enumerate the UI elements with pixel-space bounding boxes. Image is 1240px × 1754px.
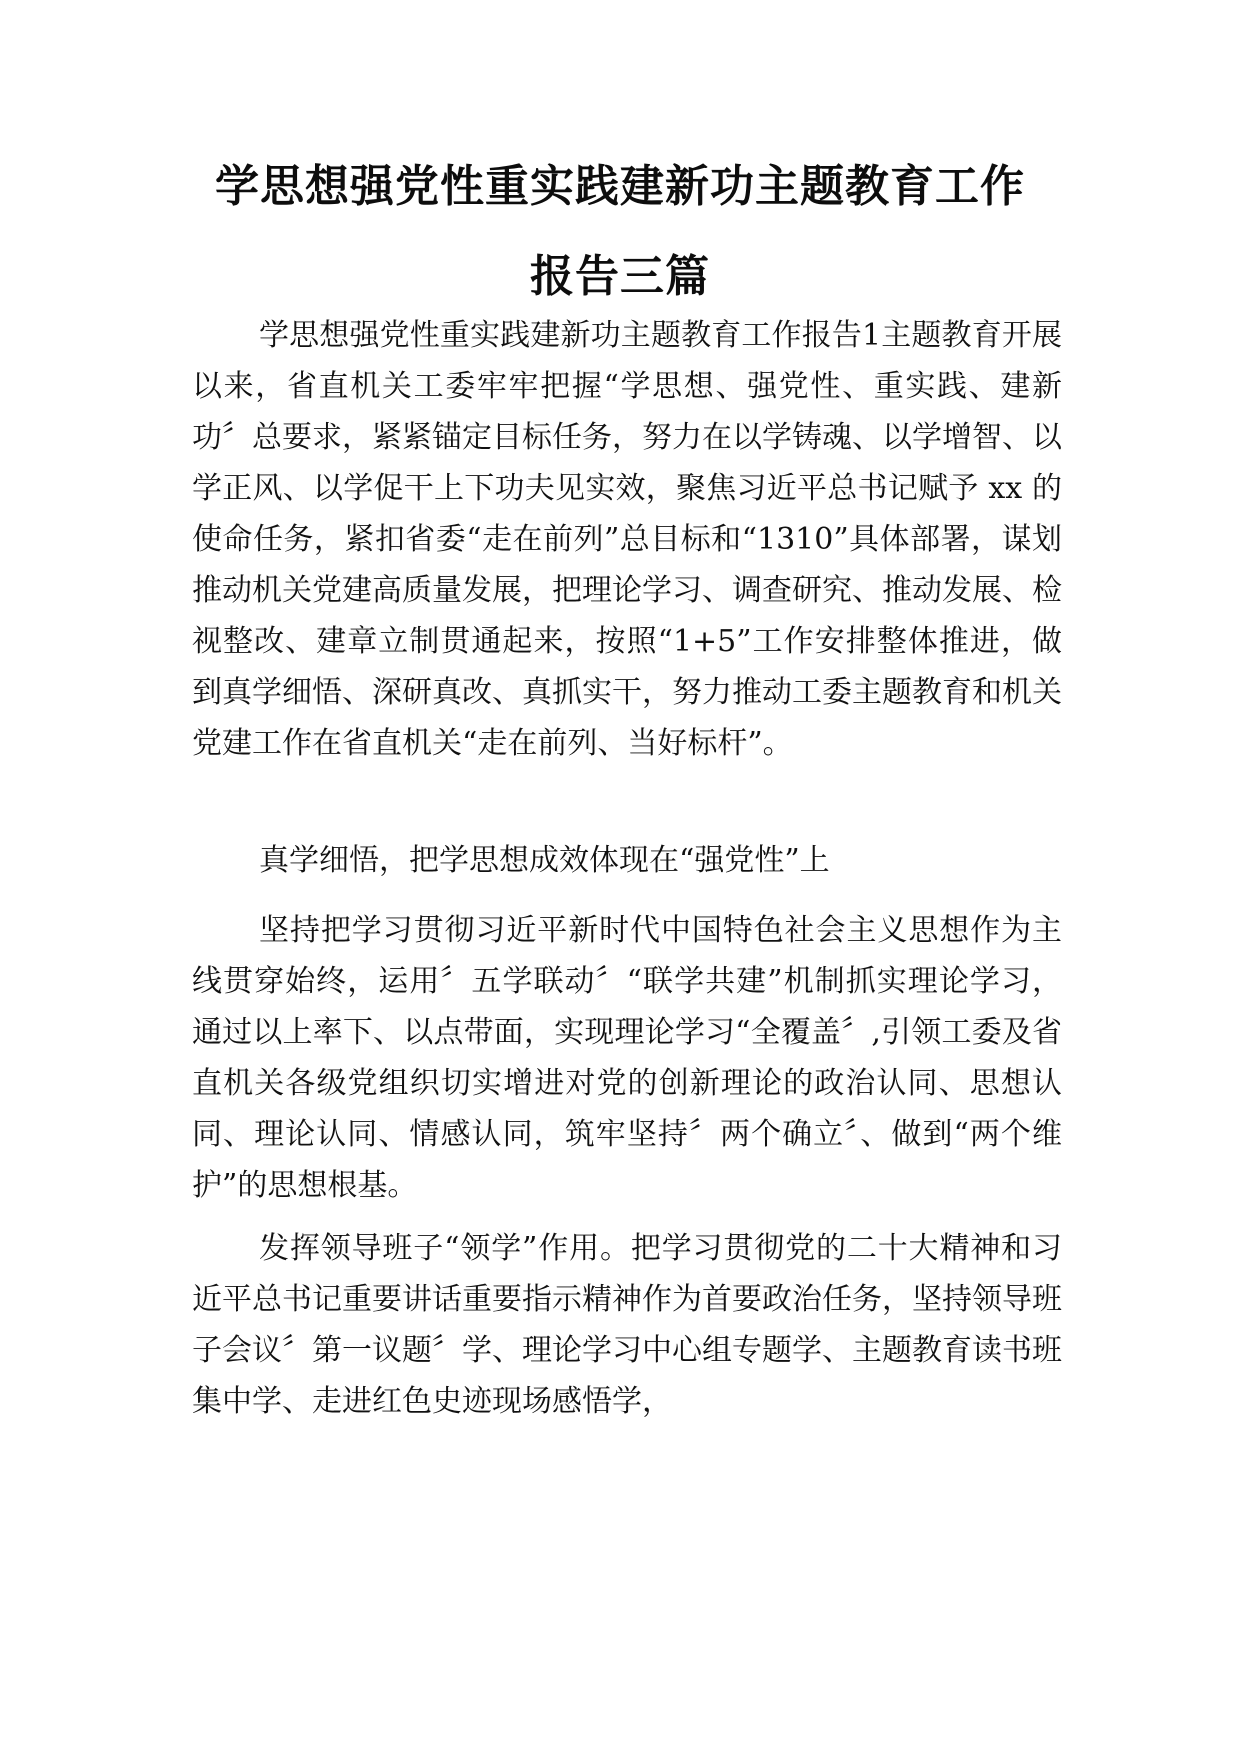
document-title-line-1: 学思想强党性重实践建新功主题教育工作 (215, 161, 1025, 212)
paragraph-leadership: 发挥领导班子“领学”作用。把学习贯彻党的二十大精神和习近平总书记重要讲话重要指示精神作为首要政治任务，坚持领导班子会议〞第一议题〞学、理论学习中心组专题学、主题教育读书班集中学、走进红色史迹现场感悟学， (192, 1231, 1062, 1419)
document-title-line-2: 报告三篇 (530, 251, 710, 302)
paragraph-study: 坚持把学习贯彻习近平新时代中国特色社会主义思想作为主线贯穿始终，运用〞五学联动〞“联学共建”机制抓实理论学习，通过以上率下、以点带面，实现理论学习“全覆盖〞,引领工委及省直机关各级党组织切实增进对党的创新理论的政治认同、思想认同、理论认同、情感认同，筑牢坚持〞两个确立〞、做到“两个维护”的思想根基。 (192, 913, 1062, 1203)
paragraph-intro: 学思想强党性重实践建新功主题教育工作报告1主题教育开展以来，省直机关工委牢牢把握“学思想、强党性、重实践、建新功〞总要求，紧紧锚定目标任务，努力在以学铸魂、以学增智、以学正风、以学促干上下功夫见实效，聚焦习近平总书记赋予 xx 的使命任务，紧扣省委“走在前列”总目标和“1310”具体部署，谋划推动机关党建高质量发展，把理论学习、调查研究、推动发展、检视整改、建章立制贯通起来，按照“1+5”工作安排整体推进，做到真学细悟、深研真改、真抓实干，努力推动工委主题教育和机关党建工作在省直机关“走在前列、当好标杆”。 (192, 318, 1062, 761)
section-heading: 真学细悟，把学思想成效体现在“强党性”上 (259, 843, 830, 878)
